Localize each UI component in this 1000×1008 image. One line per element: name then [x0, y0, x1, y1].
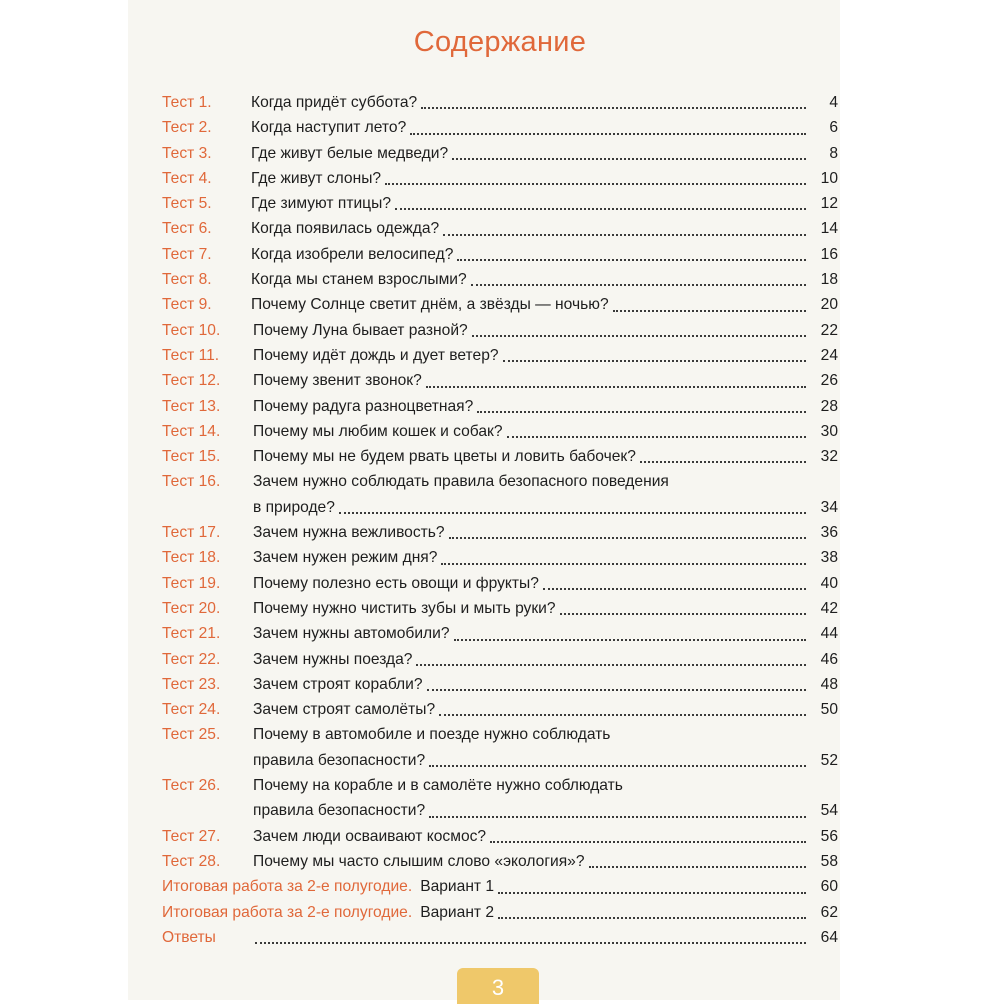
toc-entry-7[interactable] — [162, 242, 838, 267]
toc-entry-answers[interactable] — [162, 925, 838, 950]
toc-page-number: 28 — [820, 397, 838, 415]
toc-title: Вариант 2 — [420, 903, 495, 921]
dot-leader — [503, 360, 806, 362]
toc-page-number: 16 — [820, 245, 838, 263]
toc-label: Тест 8. — [162, 271, 212, 289]
toc-label: Тест 6. — [162, 220, 212, 238]
toc-entry-19[interactable] — [162, 571, 838, 596]
toc-page-number: 6 — [829, 119, 838, 137]
toc-title: Где живут белые медведи? — [251, 144, 449, 162]
toc-title: Зачем нужны автомобили? — [253, 625, 450, 643]
toc-label: Тест 3. — [162, 144, 212, 162]
toc-title: Когда появилась одежда? — [251, 220, 440, 238]
toc-label: Итоговая работа за 2-е полугодие. — [162, 903, 413, 921]
toc-page-number: 10 — [820, 169, 838, 187]
toc-page-number: 14 — [820, 220, 838, 238]
toc-page-number: 42 — [820, 599, 838, 617]
toc-page-number: 36 — [820, 524, 838, 542]
dot-leader — [457, 259, 806, 261]
toc-page-number: 56 — [820, 827, 838, 845]
toc-page-number: 62 — [820, 903, 838, 921]
toc-entry-27[interactable] — [162, 824, 838, 849]
toc-label: Тест 10. — [162, 321, 221, 339]
toc-page-number: 4 — [829, 94, 838, 111]
toc-label: Ответы — [162, 928, 216, 946]
toc-page-number: 60 — [820, 878, 838, 896]
dot-leader — [449, 537, 806, 539]
dot-leader — [498, 917, 806, 919]
toc-entry-22[interactable] — [162, 647, 838, 672]
page-title: Содержание — [413, 26, 587, 58]
toc-page-number: 30 — [820, 422, 838, 440]
toc-title: Почему Луна бывает разной? — [253, 321, 468, 339]
toc-entry-final-1[interactable] — [162, 874, 838, 899]
toc-entry-12[interactable] — [162, 368, 838, 393]
toc-title-line-2: правила безопасности? — [253, 802, 426, 820]
toc-title: Зачем нужны поезда? — [253, 650, 413, 668]
toc-title: Зачем нужна вежливость? — [253, 524, 445, 542]
toc-title: Почему полезно есть овощи и фрукты? — [253, 574, 539, 592]
dot-leader — [410, 133, 806, 135]
toc-page-number: 52 — [820, 751, 838, 769]
toc-page-number: 8 — [829, 144, 838, 162]
toc-entry-9[interactable] — [162, 292, 838, 317]
dot-leader — [543, 588, 806, 590]
toc-title: Почему нужно чистить зубы и мыть руки? — [253, 599, 556, 617]
toc-title-line-2: правила безопасности? — [253, 751, 426, 769]
toc-entry-6[interactable] — [162, 216, 838, 241]
toc-label: Тест 1. — [162, 94, 212, 111]
dot-leader — [429, 765, 806, 767]
toc-entry-21[interactable] — [162, 621, 838, 646]
toc-title: Почему мы часто слышим слово «экология»? — [253, 852, 585, 870]
toc-label: Тест 24. — [162, 701, 221, 719]
toc-entry-13[interactable] — [162, 394, 838, 419]
table-of-contents — [162, 90, 838, 950]
toc-label: Тест 17. — [162, 524, 221, 542]
dot-leader — [507, 436, 806, 438]
toc-label: Тест 22. — [162, 650, 221, 668]
toc-title: Когда придёт суббота? — [251, 94, 418, 111]
toc-page-number: 26 — [820, 372, 838, 390]
toc-page-number: 54 — [820, 802, 838, 820]
toc-entry-5[interactable] — [162, 191, 838, 216]
dot-leader — [443, 234, 806, 236]
toc-page-number: 24 — [820, 346, 838, 364]
dot-leader — [490, 841, 806, 843]
toc-page-number: 22 — [820, 321, 838, 339]
toc-title: Почему идёт дождь и дует ветер? — [253, 346, 499, 364]
dot-leader — [439, 714, 806, 716]
toc-label: Тест 25. — [162, 726, 221, 744]
toc-label: Тест 23. — [162, 675, 221, 693]
dot-leader — [498, 892, 806, 894]
toc-title: Где живут слоны? — [251, 169, 382, 187]
toc-page-number: 34 — [820, 498, 838, 516]
toc-label: Тест 11. — [162, 346, 220, 364]
page-number-tab: 3 — [457, 968, 539, 1004]
toc-entry-23[interactable] — [162, 672, 838, 697]
toc-title: Зачем строят корабли? — [253, 675, 423, 693]
toc-entry-final-2[interactable] — [162, 900, 838, 925]
toc-page-number: 20 — [820, 296, 838, 314]
dot-leader — [640, 461, 806, 463]
dot-leader — [339, 512, 806, 514]
toc-page-number: 32 — [820, 448, 838, 466]
dot-leader — [613, 310, 806, 312]
toc-page-number: 48 — [820, 675, 838, 693]
toc-page-number: 44 — [820, 625, 838, 643]
toc-title: Когда наступит лето? — [251, 119, 407, 137]
toc-title-line-2: в природе? — [253, 498, 335, 516]
toc-entry-17[interactable] — [162, 520, 838, 545]
toc-label: Тест 19. — [162, 574, 221, 592]
toc-page-number: 58 — [820, 852, 838, 870]
toc-label: Тест 26. — [162, 777, 221, 795]
toc-label: Тест 14. — [162, 422, 221, 440]
dot-leader — [471, 284, 806, 286]
toc-label: Тест 12. — [162, 372, 221, 390]
toc-title: Почему радуга разноцветная? — [253, 397, 474, 415]
dot-leader — [427, 689, 806, 691]
dot-leader — [385, 183, 806, 185]
dot-leader — [255, 942, 806, 944]
toc-title: Когда мы станем взрослыми? — [251, 271, 467, 289]
toc-title: Зачем люди осваивают космос? — [253, 827, 487, 845]
toc-label: Тест 7. — [162, 245, 212, 263]
toc-page-number: 12 — [820, 195, 838, 213]
dot-leader — [454, 639, 806, 641]
toc-page-number: 18 — [820, 271, 838, 289]
toc-entry-16[interactable] — [162, 469, 838, 520]
toc-title: Где зимуют птицы? — [251, 195, 391, 213]
dot-leader — [421, 107, 806, 109]
toc-entry-8[interactable] — [162, 267, 838, 292]
toc-title: Когда изобрели велосипед? — [251, 245, 454, 263]
toc-page-number: 64 — [820, 928, 838, 946]
toc-title-line-1: Почему на корабле и в самолёте нужно соблюдать — [253, 777, 623, 795]
toc-entry-26[interactable] — [162, 773, 838, 824]
toc-entry-14[interactable] — [162, 419, 838, 444]
toc-label: Тест 18. — [162, 549, 221, 567]
toc-entry-28[interactable] — [162, 849, 838, 874]
toc-label: Итоговая работа за 2-е полугодие. — [162, 878, 413, 896]
toc-entry-20[interactable] — [162, 596, 838, 621]
toc-title: Зачем нужен режим дня? — [253, 549, 438, 567]
toc-page-number: 50 — [820, 701, 838, 719]
dot-leader — [426, 386, 806, 388]
toc-entry-15[interactable] — [162, 444, 838, 469]
toc-label: Тест 28. — [162, 852, 221, 870]
toc-entry-24[interactable] — [162, 697, 838, 722]
toc-entry-4[interactable] — [162, 166, 838, 191]
toc-entry-3[interactable] — [162, 141, 838, 166]
dot-leader — [589, 866, 806, 868]
toc-label: Тест 4. — [162, 169, 212, 187]
dot-leader — [395, 208, 806, 210]
toc-entry-11[interactable] — [162, 343, 838, 368]
toc-page-number: 46 — [820, 650, 838, 668]
toc-page-number: 40 — [820, 574, 838, 592]
toc-label: Тест 20. — [162, 599, 221, 617]
dot-leader — [441, 563, 806, 565]
toc-entry-2[interactable] — [162, 115, 838, 140]
toc-title: Зачем строят самолёты? — [253, 701, 436, 719]
dot-leader — [452, 158, 806, 160]
dot-leader — [472, 335, 806, 337]
dot-leader — [477, 411, 806, 413]
toc-label: Тест 9. — [162, 296, 212, 314]
toc-title: Почему мы любим кошек и собак? — [253, 422, 503, 440]
toc-label: Тест 2. — [162, 119, 212, 137]
toc-label: Тест 5. — [162, 195, 212, 213]
toc-title: Вариант 1 — [420, 878, 495, 896]
dot-leader — [429, 816, 806, 818]
toc-entry-1[interactable] — [162, 90, 838, 115]
toc-title-line-1: Зачем нужно соблюдать правила безопасного поведения — [253, 473, 669, 491]
toc-label: Тест 16. — [162, 473, 221, 491]
toc-label: Тест 13. — [162, 397, 221, 415]
dot-leader — [560, 613, 806, 615]
toc-title: Почему звенит звонок? — [253, 372, 422, 390]
toc-title-line-1: Почему в автомобиле и поезде нужно соблюдать — [253, 726, 611, 744]
toc-label: Тест 15. — [162, 448, 221, 466]
dot-leader — [416, 664, 806, 666]
toc-page-number: 38 — [820, 549, 838, 567]
toc-title: Почему Солнце светит днём, а звёзды — ночью? — [251, 296, 609, 314]
toc-entry-10[interactable] — [162, 318, 838, 343]
toc-entry-18[interactable] — [162, 545, 838, 570]
toc-title: Почему мы не будем рвать цветы и ловить бабочек? — [253, 448, 636, 466]
toc-label: Тест 21. — [162, 625, 221, 643]
toc-label: Тест 27. — [162, 827, 221, 845]
toc-entry-25[interactable] — [162, 722, 838, 773]
